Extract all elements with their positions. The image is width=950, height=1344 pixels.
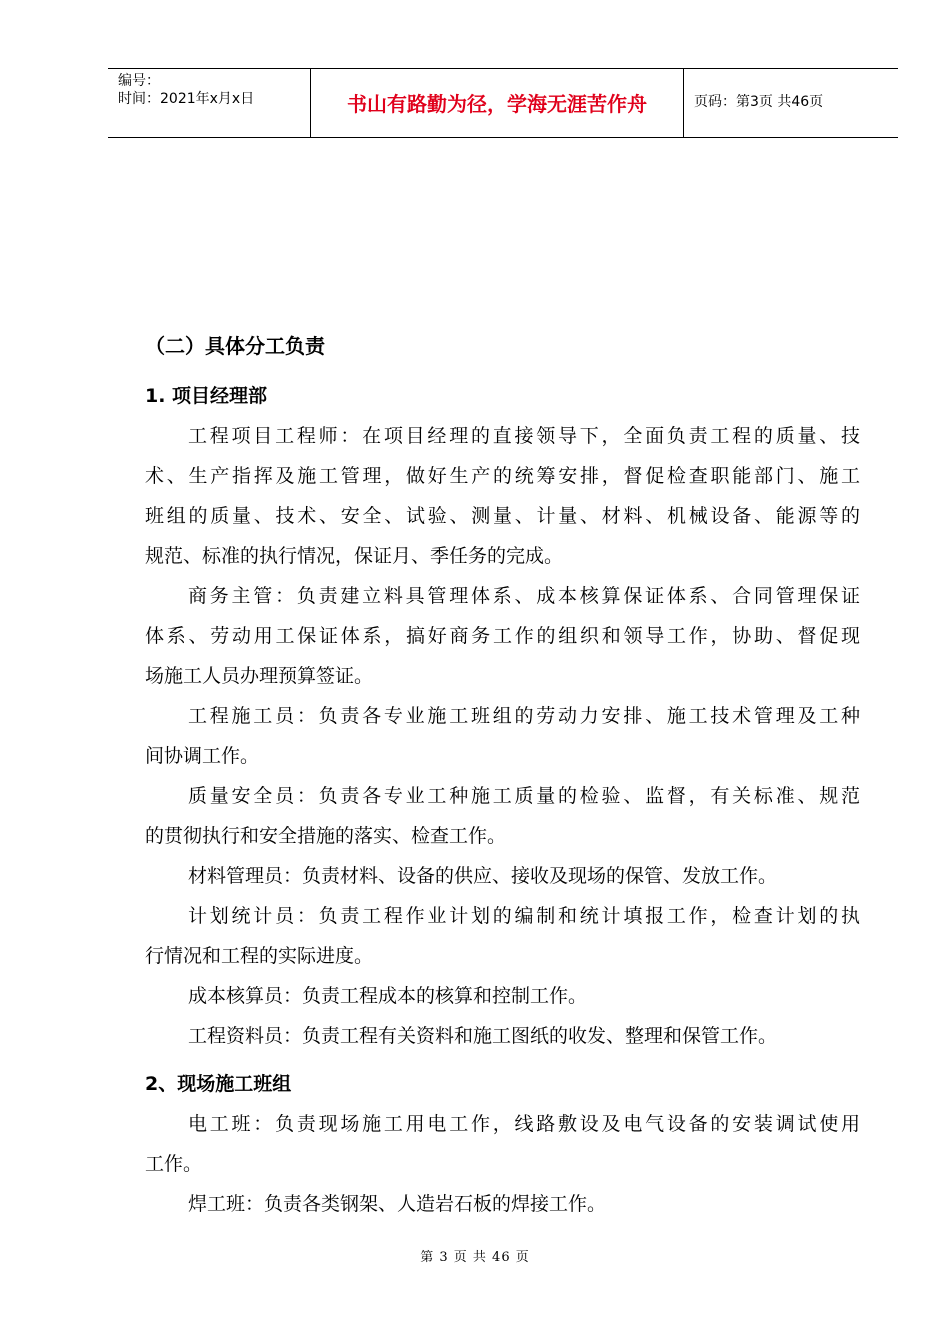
document-date: 时间：2021年x月x日 [118,91,255,107]
paragraph-line: 的贯彻执行和安全措施的落实、检查工作。 [145,825,507,847]
paragraph-line: 班组的质量、技术、安全、试验、测量、计量、材料、机械设备、能源等的 [145,505,860,527]
paragraph-line: 体系、劳动用工保证体系，搞好商务工作的组织和领导工作，协助、督促现 [145,625,860,647]
paragraph-line: 质量安全员：负责各专业工种施工质量的检验、监督，有关标准、规范 [188,785,860,807]
subsection-title-1: 1. 项目经理部 [145,385,268,407]
header-page-cell [684,69,898,137]
paragraph-line: 商务主管：负责建立料具管理体系、成本核算保证体系、合同管理保证 [188,585,860,607]
paragraph-line: 焊工班：负责各类钢架、人造岩石板的焊接工作。 [188,1193,607,1215]
page-footer: 第 3 页 共 46 页 [420,1250,530,1265]
header-page-info: 页码：第3页 共46页 [694,94,824,110]
paragraph-line: 工程项目工程师：在项目经理的直接领导下，全面负责工程的质量、技 [188,425,860,447]
paragraph-line: 场施工人员办理预算签证。 [145,665,374,687]
paragraph-line: 行情况和工程的实际进度。 [145,945,374,967]
paragraph-line: 规范、标准的执行情况，保证月、季任务的完成。 [145,545,564,567]
paragraph-line: 工程资料员：负责工程有关资料和施工图纸的收发、整理和保管工作。 [188,1025,778,1047]
section-title: （二）具体分工负责 [145,334,325,358]
paragraph-line: 工程施工员：负责各专业施工班组的劳动力安排、施工技术管理及工种 [188,705,860,727]
paragraph-line: 间协调工作。 [145,745,260,767]
paragraph-line: 术、生产指挥及施工管理，做好生产的统筹安排，督促检查职能部门、施工 [145,465,860,487]
header-motto-cell [311,69,684,137]
document-number-label: 编号： [118,73,160,89]
paragraph-line: 成本核算员：负责工程成本的核算和控制工作。 [188,985,588,1007]
paragraph-line: 电工班：负责现场施工用电工作，线路敷设及电气设备的安装调试使用 [188,1113,860,1135]
header-meta-cell [108,69,311,137]
paragraph-line: 材料管理员：负责材料、设备的供应、接收及现场的保管、发放工作。 [188,865,778,887]
subsection-title-2: 2、现场施工班组 [145,1073,292,1095]
header-motto: 书山有路勤为径，学海无涯苦作舟 [347,92,647,116]
document-header [108,68,898,138]
paragraph-line: 计划统计员：负责工程作业计划的编制和统计填报工作，检查计划的执 [188,905,860,927]
paragraph-line: 工作。 [145,1153,203,1175]
